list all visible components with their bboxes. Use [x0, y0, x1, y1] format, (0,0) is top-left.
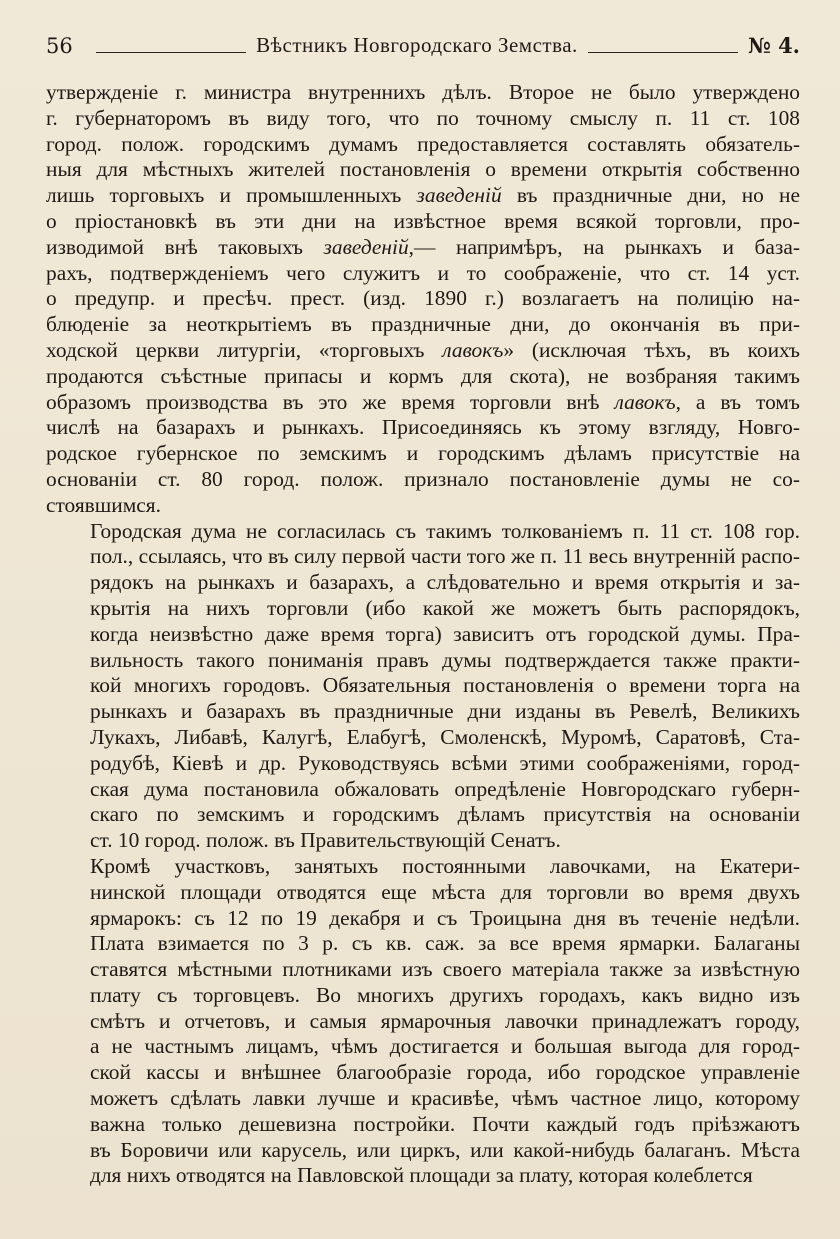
- text-line: когда неизвѣстно даже время торга) зависитъ отъ городской думы. Пра-: [90, 621, 800, 646]
- text-line: продаются съѣстные припасы и кормъ для скота), не возбраняя такимъ: [46, 363, 800, 388]
- text-line: нинской площади отводятся еще мѣста для торговли во время двухъ: [90, 879, 800, 904]
- text-line: о предупр. и пресѣч. прест. (изд. 1890 г.) возлагаетъ на полицію на-: [46, 286, 800, 311]
- text-line: Плата взимается по 3 р. съ кв. саж. за все время ярмарки. Балаганы: [90, 931, 800, 956]
- issue-number: № 4.: [747, 33, 800, 58]
- text-line: ская дума постановила обжаловать опредѣленіе Новгородскаго губерн-: [90, 776, 800, 801]
- text-line: блюденіе за неоткрытіемъ въ праздничные дни, до окончанія въ при-: [46, 312, 800, 337]
- text-line: Городская дума не согласилась съ такимъ толкованіемъ п. 11 ст. 108 гор.: [90, 518, 800, 543]
- text-line: рынкахъ и базарахъ въ праздничные дни изданы въ Ревелѣ, Великихъ: [90, 699, 800, 724]
- text-line: скаго по земскимъ и городскимъ дѣламъ присутствія на основаніи: [90, 802, 800, 827]
- text-line: можетъ сдѣлать лавки лучше и красивѣе, чѣмъ частное лицо, которому: [90, 1086, 800, 1111]
- paragraph: [46, 80, 800, 519]
- text-line: кой многихъ городовъ. Обязательныя постановленія о времени торга на: [90, 673, 800, 698]
- text-line: ской кассы и внѣшнее благообразіе города, ибо городское управленіе: [90, 1060, 800, 1085]
- text-line: важна только дешевизна постройки. Почти каждый годъ пріѣзжаютъ: [90, 1111, 800, 1136]
- text-line: вильность такого пониманія правъ думы подтверждается также практи-: [90, 647, 800, 672]
- text-line: Лукахъ, Либавѣ, Калугѣ, Елабугѣ, Смоленскѣ, Муромѣ, Саратовѣ, Ста-: [90, 724, 800, 749]
- text-line: город. полож. городскимъ думамъ предоставляется составлять обязатель-: [46, 131, 800, 156]
- paragraph: [46, 519, 800, 854]
- header-rule-right: [588, 52, 738, 53]
- running-header: [46, 30, 800, 58]
- text-line: о пріостановкѣ въ эти дни на извѣстное время всякой торговли, про-: [46, 208, 800, 233]
- journal-title: Вѣстникъ Новгородскаго Земства.: [256, 33, 578, 57]
- text-line: родубѣ, Кіевѣ и др. Руководствуясь всѣми этими соображеніями, город-: [90, 750, 800, 775]
- text-line: утвержденіе г. министра внутреннихъ дѣлъ. Второе не было утверждено: [46, 80, 800, 104]
- text-line: ставятся мѣстными плотниками изъ своего матеріала также за извѣстную: [90, 957, 800, 982]
- text-line: родское губернское по земскимъ и городскимъ дѣламъ присутствіе на: [46, 441, 800, 466]
- header-rule-left: [96, 52, 246, 53]
- text-line: лишь торговыхъ и промышленныхъ заведеній въ праздничные дни, но не: [46, 183, 800, 208]
- paragraph: [46, 854, 800, 1189]
- text-line: числѣ на базарахъ и рынкахъ. Присоединяясь къ этому взгляду, Новго-: [46, 415, 800, 440]
- text-line: Кромѣ участковъ, занятыхъ постоянными лавочками, на Екатери-: [90, 853, 800, 878]
- text-line: изводимой внѣ таковыхъ заведеній,— напримѣръ, на рынкахъ и база-: [46, 234, 800, 259]
- text-line: для нихъ отводятся на Павловской площади за плату, которая колеблется: [90, 1163, 753, 1188]
- text-line: ярмарокъ: съ 12 по 19 декабря и съ Троицына дня въ теченіе недѣли.: [90, 905, 800, 930]
- text-line: смѣтъ и отчетовъ, и самыя ярмарочныя лавочки принадлежатъ городу,: [90, 1008, 800, 1033]
- text-line: плату съ торговцевъ. Во многихъ другихъ городахъ, какъ видно изъ: [90, 982, 800, 1007]
- text-line: основаніи ст. 80 город. полож. признало постановленіе думы не со-: [46, 466, 800, 491]
- text-line: въ Боровичи или карусель, или циркъ, или какой-нибудь балаганъ. Мѣста: [90, 1137, 800, 1162]
- text-line: ныя для мѣстныхъ жителей постановленія о времени открытія собственно: [46, 157, 800, 182]
- text-line: ст. 10 город. полож. въ Правительствующій Сенатъ.: [90, 828, 561, 853]
- text-line: стоявшимся.: [46, 492, 161, 517]
- text-line: пол., ссылаясь, что въ силу первой части того же п. 11 весь внутренній распо-: [90, 544, 800, 569]
- text-line: крытія на нихъ торговли (ибо какой же можетъ быть распорядокъ,: [90, 595, 800, 620]
- page-number: 56: [46, 34, 73, 58]
- text-line: рахъ, подтвержденіемъ чего служитъ и то соображеніе, что ст. 14 уст.: [46, 260, 800, 285]
- text-line: г. губернаторомъ въ виду того, что по точному смыслу п. 11 ст. 108: [46, 105, 800, 130]
- text-line: ходской церкви литургіи, «торговыхъ лавокъ» (исключая тѣхъ, въ коихъ: [46, 337, 800, 362]
- text-line: а не частнымъ лицамъ, чѣмъ достигается и большая выгода для город-: [90, 1034, 800, 1059]
- body-text: [46, 80, 800, 1189]
- text-line: рядокъ на рынкахъ и базарахъ, а слѣдовательно и время открытія и за-: [90, 570, 800, 595]
- text-line: образомъ производства въ это же время торговли внѣ лавокъ, а въ томъ: [46, 389, 800, 414]
